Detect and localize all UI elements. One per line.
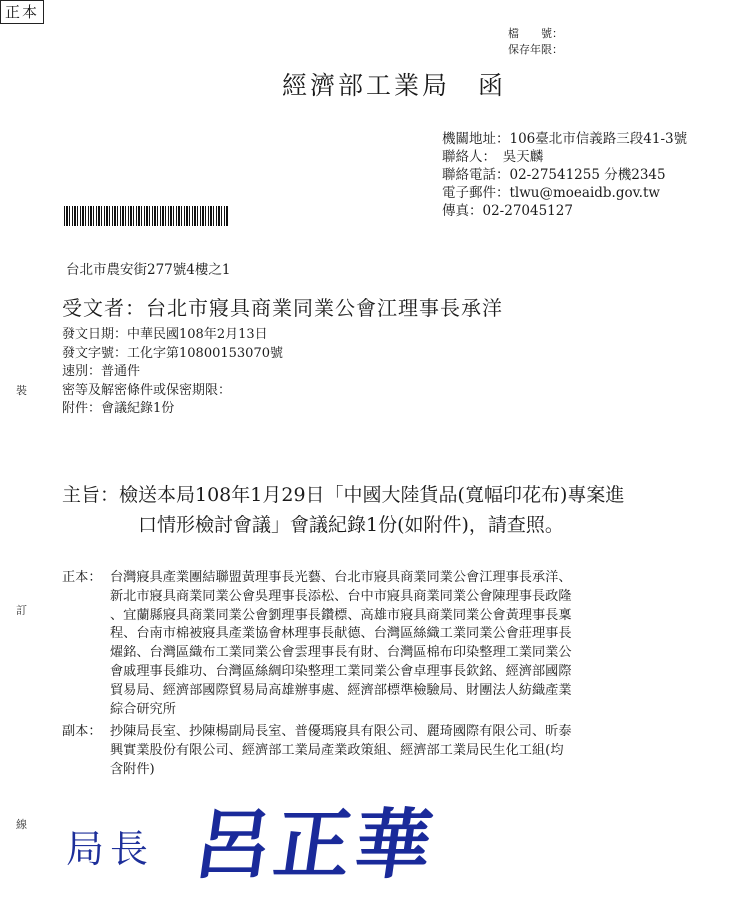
distribution bbox=[62, 569, 737, 784]
copy-line: 抄陳局長室、抄陳楊副局長室、普優瑪寢具有限公司、麗琦國際有限公司、昕泰 bbox=[110, 724, 572, 740]
priority: 速別：普通件 bbox=[62, 364, 141, 379]
file-meta bbox=[508, 26, 563, 58]
document-meta bbox=[62, 326, 283, 419]
attachment: 附件：會議紀錄1份 bbox=[62, 401, 175, 416]
binding-mark: 訂 bbox=[16, 604, 27, 617]
contact-fax: 傳真：02-27045127 bbox=[442, 203, 573, 219]
primary-line: 會戚理事長維功、台灣區絲綢印染整理工業同業公會卓理事長欽銘、經濟部國際 bbox=[110, 663, 572, 679]
contact-address: 機關地址：106臺北市信義路三段41-3號 bbox=[442, 131, 688, 147]
primary-line: 程、台南市棉被寢具產業協會林理事長献德、台灣區絲織工業同業公會莊理事長 bbox=[110, 626, 572, 642]
document-title: 經濟部工業局 函 bbox=[282, 71, 507, 100]
recipient-address: 台北市農安街277號4樓之1 bbox=[66, 262, 231, 278]
copy-line: 興實業股份有限公司、經濟部工業局產業政策組、經濟部工業局民生化工組(均 bbox=[110, 743, 564, 759]
primary-line: 台灣寢具產業團結聯盟黃理事長光藝、台北市寢具商業同業公會江理事長承洋、 bbox=[110, 570, 572, 585]
primary-line: 貿易局、經濟部國際貿易局高雄辦事處、經濟部標準檢驗局、財團法人紡織產業 bbox=[110, 682, 572, 698]
copy-label: 副本： bbox=[62, 724, 102, 740]
copy-line: 含附件) bbox=[110, 761, 155, 777]
contact-phone: 聯絡電話：02-27541255 分機2345 bbox=[442, 167, 666, 183]
signature-name: 呂正華 bbox=[188, 800, 442, 889]
copy-recipients bbox=[62, 723, 737, 779]
binding-mark: 線 bbox=[16, 818, 27, 831]
original-copy-stamp: 正本 bbox=[0, 0, 44, 24]
retention-period-label: 保存年限： bbox=[508, 43, 563, 56]
primary-line: 燿銘、台灣區織布工業同業公會雲理事長有財、台灣區棉布印染整理工業同業公 bbox=[110, 645, 572, 661]
primary-line: 、宜蘭縣寢具商業同業公會劉理事長鑽標、高雄市寢具商業同業公會黃理事長稟 bbox=[110, 607, 572, 623]
primary-recipients bbox=[62, 569, 737, 719]
primary-line: 綜合研究所 bbox=[110, 701, 176, 717]
contact-person: 聯絡人： 吳天麟 bbox=[442, 149, 544, 165]
document-number: 發文字號：工化字第10800153070號 bbox=[62, 345, 283, 361]
issue-date: 發文日期：中華民國108年2月13日 bbox=[62, 327, 268, 342]
barcode bbox=[64, 206, 228, 226]
subject-line-1: 主旨：檢送本局108年1月29日「中國大陸貨品(寬幅印花布)專案進 bbox=[62, 484, 625, 506]
file-number-label: 檔 號： bbox=[508, 27, 563, 40]
signature-title: 局長 bbox=[66, 827, 155, 871]
primary-label: 正本： bbox=[62, 570, 102, 585]
recipient: 受文者：台北市寢具商業同業公會江理事長承洋 bbox=[62, 296, 503, 320]
subject-line-2: 口情形檢討會議」會議紀錄1份(如附件)，請查照。 bbox=[138, 514, 564, 536]
primary-line: 新北市寢具商業同業公會吳理事長添松、台中市寢具商業同業公會陳理事長政隆 bbox=[110, 588, 572, 604]
binding-mark: 裝 bbox=[16, 384, 27, 397]
subject bbox=[62, 480, 742, 540]
classification: 密等及解密條件或保密期限： bbox=[62, 382, 232, 398]
contact-email: 電子郵件：tlwu@moeaidb.gov.tw bbox=[442, 185, 660, 201]
contact-block bbox=[442, 130, 687, 220]
